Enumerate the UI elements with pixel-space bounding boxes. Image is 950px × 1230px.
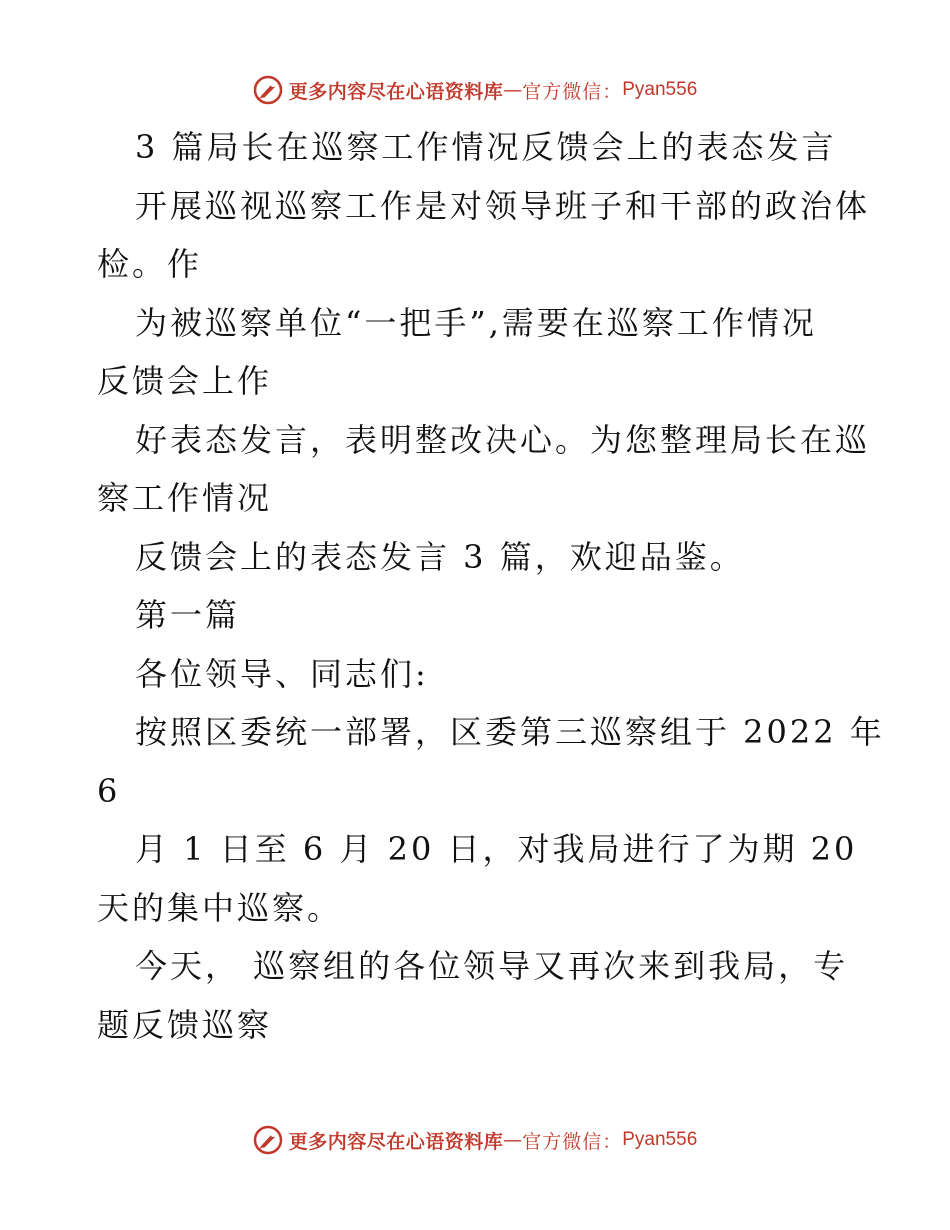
salutation-line: 各位领导、同志们: bbox=[135, 654, 429, 693]
paragraph-line: 检。作 bbox=[97, 245, 203, 283]
paragraph-line: 反馈会上作 bbox=[97, 362, 273, 400]
pen-nib-logo-icon bbox=[253, 75, 283, 105]
watermark-wechat-id: Pyan556 bbox=[622, 1129, 698, 1150]
document-body bbox=[97, 118, 885, 1054]
watermark-wechat-id: Pyan556 bbox=[622, 79, 698, 100]
paragraph-line: 开展巡视巡察工作是对领导班子和干部的政治体 bbox=[135, 186, 871, 225]
watermark-site-text: 更多内容尽在心语资料库 bbox=[288, 80, 504, 103]
paragraph-line: 为被巡察单位“一把手”,需要在巡察工作情况 bbox=[135, 303, 817, 342]
paragraph-line: 察工作情况 bbox=[97, 479, 273, 517]
header-watermark bbox=[0, 70, 950, 110]
paragraph-line: 按照区委统一部署，区委第三巡察组于 2022 年 bbox=[135, 713, 885, 751]
watermark-wechat-label: 官方微信： bbox=[522, 80, 623, 103]
footer-watermark bbox=[0, 1120, 950, 1160]
watermark-separator: — bbox=[503, 79, 523, 101]
paragraph-line: 今天， 巡察组的各位领导又再次来到我局，专 bbox=[135, 947, 849, 985]
paragraph-line: 月 1 日至 6 月 20 日，对我局进行了为期 20 bbox=[135, 830, 858, 868]
paragraph-line: 好表态发言，表明整改决心。为您整理局长在巡 bbox=[135, 420, 871, 459]
watermark-wechat-label: 官方微信： bbox=[522, 1130, 623, 1153]
pen-nib-logo-icon bbox=[253, 1125, 283, 1155]
section-heading: 第一篇 bbox=[135, 596, 241, 634]
watermark-site-text: 更多内容尽在心语资料库 bbox=[288, 1130, 504, 1153]
doc-title-line: 3 篇局长在巡察工作情况反馈会上的表态发言 bbox=[135, 128, 837, 166]
paragraph-line: 反馈会上的表态发言 3 篇，欢迎品鉴。 bbox=[135, 537, 745, 576]
paragraph-line: 天的集中巡察。 bbox=[97, 888, 343, 927]
watermark-separator: — bbox=[503, 1129, 523, 1151]
paragraph-line: 6 bbox=[97, 771, 121, 810]
paragraph-line: 题反馈巡察 bbox=[97, 1005, 273, 1044]
